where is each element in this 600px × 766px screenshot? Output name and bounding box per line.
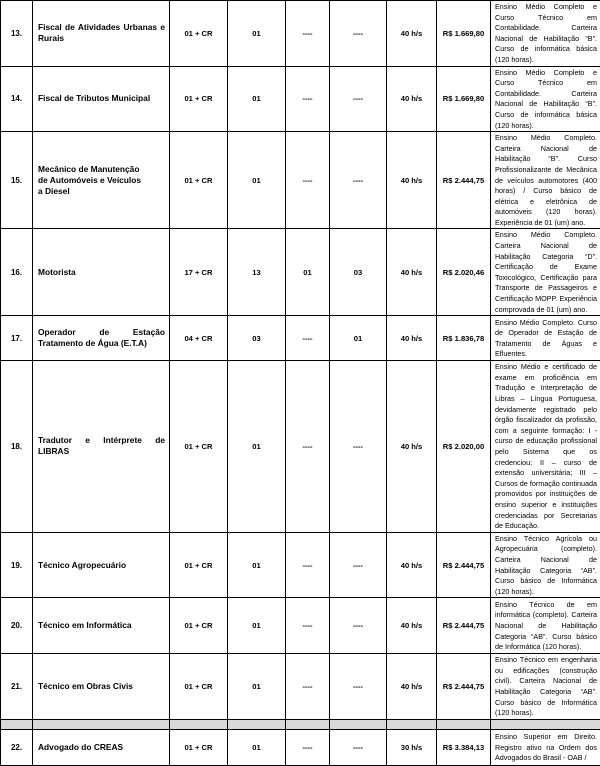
requisitos-text: Ensino Médio Completo e Curso Técnico em Contabilidade. Carteira Nacional de Habilitação “B”. Curso de informática básica (120 horas). <box>495 1 597 66</box>
table-row <box>1 316 600 361</box>
vagas-negros: 01 <box>330 316 387 361</box>
salario: R$ 2.020,46 <box>437 229 491 316</box>
vagas-ampla: 13 <box>228 229 286 316</box>
requisitos <box>491 66 600 132</box>
separator-cell <box>170 719 228 729</box>
requisitos-text: Ensino Superior em Direito. Registro ativo na Ordem dos Advogados do Brasil - OAB / <box>495 731 597 764</box>
row-number: 15. <box>1 132 33 229</box>
table-row <box>1 532 600 598</box>
table-row <box>1 66 600 132</box>
cargo-name <box>33 229 170 316</box>
vagas-ampla: 01 <box>228 532 286 598</box>
vagas-pcd: ---- <box>286 66 330 132</box>
cargo-name-line: Rurais <box>38 33 165 44</box>
carga-horaria: 40 h/s <box>387 654 437 720</box>
vagas-negros: ---- <box>330 66 387 132</box>
vagas-pcd: ---- <box>286 729 330 765</box>
cargo-name-line: Operador de Estação <box>38 327 165 338</box>
carga-horaria: 40 h/s <box>387 132 437 229</box>
cargo-name <box>33 729 170 765</box>
cargo-name-line: Fiscal de Tributos Municipal <box>38 93 165 104</box>
carga-horaria: 40 h/s <box>387 66 437 132</box>
cargo-name <box>33 132 170 229</box>
cargo-name-line: Técnico Agropecuário <box>38 560 165 571</box>
vagas-pcd: ---- <box>286 532 330 598</box>
vagas-ampla: 01 <box>228 729 286 765</box>
separator-cell <box>491 719 600 729</box>
vagas-total: 01 + CR <box>170 361 228 533</box>
table-separator-row <box>1 719 600 729</box>
cargo-name <box>33 66 170 132</box>
table-row <box>1 598 600 654</box>
cargo-name-line: Advogado do CREAS <box>38 742 165 753</box>
requisitos <box>491 361 600 533</box>
carga-horaria: 40 h/s <box>387 316 437 361</box>
separator-cell <box>437 719 491 729</box>
vagas-total: 01 + CR <box>170 729 228 765</box>
requisitos-text: Ensino Técnico Agrícola ou Agropecuária (completo). Carteira Nacional de Habilitação Categoria “AB”. Curso básico de Informática (120 horas). <box>495 533 597 598</box>
vagas-negros: ---- <box>330 532 387 598</box>
vagas-total: 01 + CR <box>170 654 228 720</box>
vagas-ampla: 01 <box>228 132 286 229</box>
cargo-name <box>33 316 170 361</box>
requisitos-text: Ensino Médio Completo. Carteira Nacional de Habilitação Categoria “D”. Certificação de Exame Toxicológico, Certificação para Transporte de Passageiros e Certificação MOPP. Experiência comprovada de 01 (um) ano. <box>495 229 597 315</box>
table-row <box>1 229 600 316</box>
requisitos-text: Ensino Técnico de em informática (completo). Carteira Nacional de Habilitação Categoria “AB”. Curso básico de Informática (120 horas). <box>495 599 597 653</box>
salario: R$ 2.444,75 <box>437 132 491 229</box>
vagas-ampla: 01 <box>228 1 286 67</box>
requisitos <box>491 598 600 654</box>
vagas-ampla: 01 <box>228 66 286 132</box>
cargo-name <box>33 532 170 598</box>
salario: R$ 3.384,13 <box>437 729 491 765</box>
row-number: 13. <box>1 1 33 67</box>
cargo-name-line: Motorista <box>38 267 165 278</box>
table-row <box>1 132 600 229</box>
requisitos <box>491 132 600 229</box>
row-number: 21. <box>1 654 33 720</box>
salario: R$ 2.444,75 <box>437 532 491 598</box>
separator-cell <box>330 719 387 729</box>
cargo-name-line: Tradutor e Intérprete de <box>38 435 165 446</box>
vagas-total: 01 + CR <box>170 1 228 67</box>
vagas-total: 17 + CR <box>170 229 228 316</box>
vagas-negros: ---- <box>330 729 387 765</box>
cargo-name-line: Mecânico de Manutenção <box>38 164 165 175</box>
salario: R$ 1.669,80 <box>437 1 491 67</box>
table-row <box>1 1 600 67</box>
requisitos-text: Ensino Médio Completo. Curso de Operador de Estação de Tratamento de Águas e Efluentes. <box>495 317 597 360</box>
vagas-total: 01 + CR <box>170 598 228 654</box>
separator-cell <box>33 719 170 729</box>
cargo-name <box>33 1 170 67</box>
requisitos-text: Ensino Técnico em engenharia ou edificações (construção civil). Carteira Nacional de Habilitação Categoria “AB”. Curso básico de Informática (120 horas). <box>495 654 597 719</box>
table-row <box>1 361 600 533</box>
vagas-ampla: 01 <box>228 361 286 533</box>
vagas-ampla: 03 <box>228 316 286 361</box>
vagas-pcd: ---- <box>286 361 330 533</box>
requisitos <box>491 654 600 720</box>
salario: R$ 1.669,80 <box>437 66 491 132</box>
vagas-ampla: 01 <box>228 654 286 720</box>
vagas-total: 01 + CR <box>170 132 228 229</box>
cargo-name <box>33 654 170 720</box>
row-number: 14. <box>1 66 33 132</box>
table-row <box>1 654 600 720</box>
vagas-negros: ---- <box>330 361 387 533</box>
cargo-name <box>33 361 170 533</box>
separator-cell <box>228 719 286 729</box>
table-row <box>1 729 600 765</box>
row-number: 20. <box>1 598 33 654</box>
salario: R$ 1.836,78 <box>437 316 491 361</box>
carga-horaria: 40 h/s <box>387 1 437 67</box>
carga-horaria: 30 h/s <box>387 729 437 765</box>
vagas-negros: 03 <box>330 229 387 316</box>
vagas-total: 01 + CR <box>170 532 228 598</box>
cargo-name-line: de Automóveis e Veículos <box>38 175 165 186</box>
requisitos <box>491 229 600 316</box>
requisitos <box>491 316 600 361</box>
row-number: 17. <box>1 316 33 361</box>
vacancy-table-body <box>1 1 600 766</box>
separator-cell <box>1 719 33 729</box>
vagas-pcd: 01 <box>286 229 330 316</box>
carga-horaria: 40 h/s <box>387 532 437 598</box>
row-number: 22. <box>1 729 33 765</box>
vagas-ampla: 01 <box>228 598 286 654</box>
vagas-pcd: ---- <box>286 654 330 720</box>
row-number: 19. <box>1 532 33 598</box>
vagas-negros: ---- <box>330 598 387 654</box>
vagas-total: 04 + CR <box>170 316 228 361</box>
vagas-pcd: ---- <box>286 1 330 67</box>
vagas-pcd: ---- <box>286 132 330 229</box>
carga-horaria: 40 h/s <box>387 229 437 316</box>
vagas-total: 01 + CR <box>170 66 228 132</box>
salario: R$ 2.020,00 <box>437 361 491 533</box>
cargo-name-line: LIBRAS <box>38 446 165 457</box>
requisitos-text: Ensino Médio e certificado de exame em proficiência em Tradução e Interpretação de Libras – Língua Portuguesa, devidamente registrado pelo órgão fiscalizador da profissão, com a seguinte formação: I - curso de educação profissional pelo Sistema que os credenciou; II – curso de extensão universitária; III – Cursos de formação continuada promovidos por instituições de ensino superior e instituições credenciadas por Secretarias de Educação. <box>495 361 597 532</box>
row-number: 16. <box>1 229 33 316</box>
vagas-pcd: ---- <box>286 316 330 361</box>
requisitos-text: Ensino Médio Completo. Carteira Nacional de Habilitação “B”. Curso Profissionalizante de Mecânica de veículos automotores (400 horas) / Curso básico de elétrica e eletrônica de automóveis (120 horas). Experiência de 01 (um) ano. <box>495 132 597 228</box>
cargo-name-line: Fiscal de Atividades Urbanas e <box>38 22 165 33</box>
requisitos-text: Ensino Médio Completo e Curso Técnico em Contabilidade. Carteira Nacional de Habilitação “B”. Curso de informática básica (120 horas). <box>495 67 597 132</box>
requisitos <box>491 729 600 765</box>
separator-cell <box>286 719 330 729</box>
separator-cell <box>387 719 437 729</box>
cargo-name-line: Técnico em Informática <box>38 620 165 631</box>
cargo-name-line: Tratamento de Água (E.T.A) <box>38 338 165 349</box>
row-number: 18. <box>1 361 33 533</box>
carga-horaria: 40 h/s <box>387 361 437 533</box>
requisitos <box>491 1 600 67</box>
carga-horaria: 40 h/s <box>387 598 437 654</box>
cargo-name-line: a Diesel <box>38 186 165 197</box>
vagas-negros: ---- <box>330 1 387 67</box>
vagas-negros: ---- <box>330 132 387 229</box>
requisitos <box>491 532 600 598</box>
vagas-pcd: ---- <box>286 598 330 654</box>
salario: R$ 2.444,75 <box>437 654 491 720</box>
cargo-name <box>33 598 170 654</box>
cargo-name-line: Técnico em Obras Civis <box>38 681 165 692</box>
vagas-negros: ---- <box>330 654 387 720</box>
salario: R$ 2.444,75 <box>437 598 491 654</box>
